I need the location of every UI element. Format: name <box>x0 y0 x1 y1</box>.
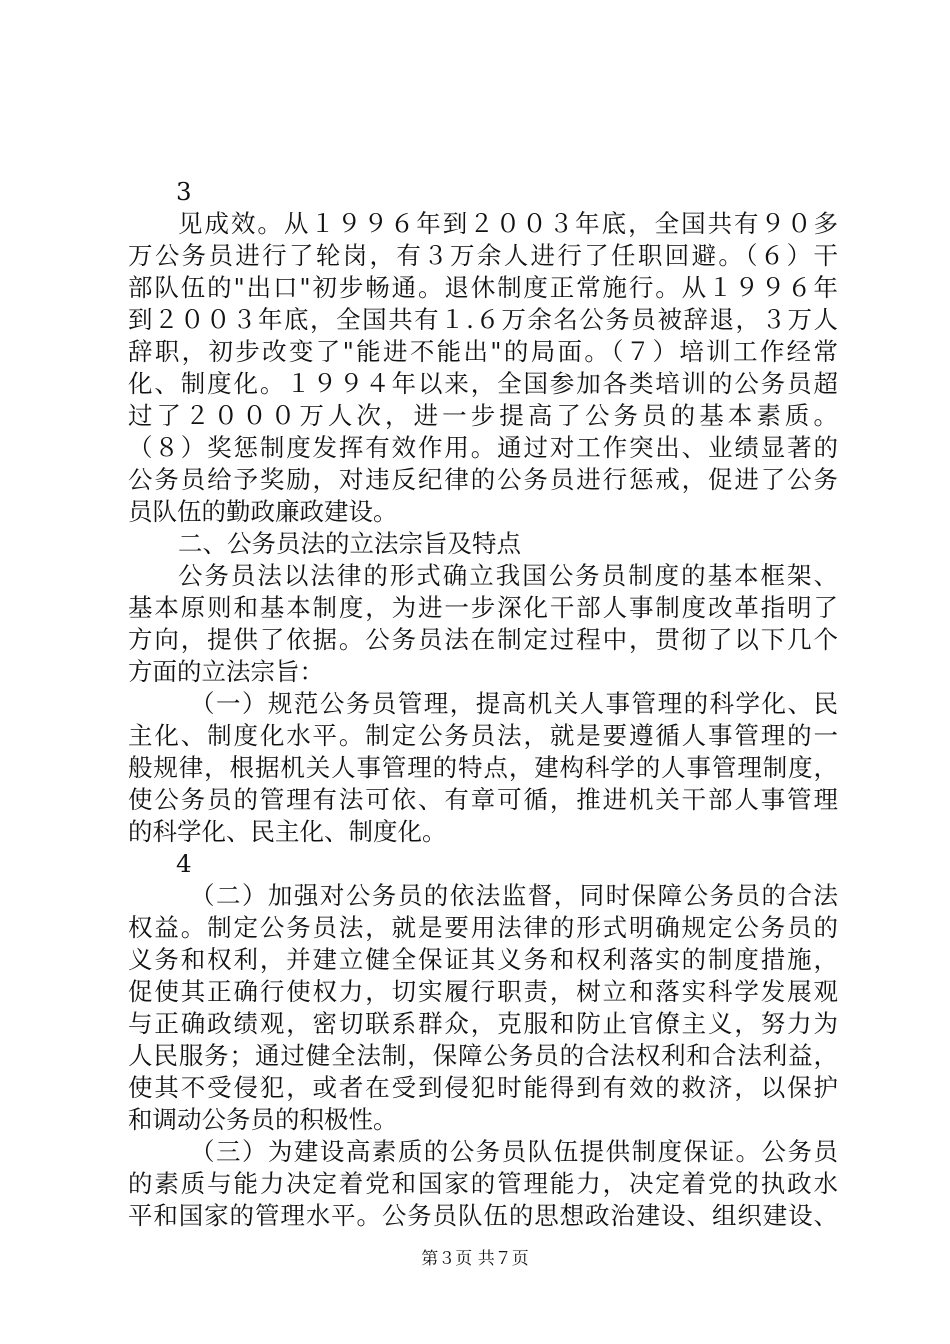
page-number-marker: 3 <box>176 177 192 206</box>
paragraph-line: 部队伍的"出口"初步畅通。退休制度正常施行。从１９９６年 <box>128 273 838 302</box>
paragraph-line: 公务员给予奖励，对违反纪律的公务员进行惩戒，促进了公务 <box>128 465 838 494</box>
paragraph-line: （一）规范公务员管理，提高机关人事管理的科学化、民 <box>190 689 838 718</box>
paragraph-line: 员队伍的勤政廉政建设。 <box>128 497 398 526</box>
paragraph-line: 和调动公务员的积极性。 <box>128 1105 398 1134</box>
document-body <box>128 176 838 1232</box>
paragraph-line: 的科学化、民主化、制度化。 <box>128 817 447 846</box>
paragraph-line: 促使其正确行使权力，切实履行职责，树立和落实科学发展观 <box>128 977 838 1006</box>
paragraph-line: 公务员法以法律的形式确立我国公务员制度的基本框架、 <box>178 561 838 590</box>
paragraph-line: 见成效。从１９９６年到２００３年底，全国共有９０多 <box>178 209 838 238</box>
paragraph-line: 平和国家的管理水平。公务员队伍的思想政治建设、组织建设、 <box>128 1201 838 1230</box>
paragraph-line: 使公务员的管理有法可依、有章可循，推进机关干部人事管理 <box>128 785 838 814</box>
paragraph-line: 义务和权利，并建立健全保证其义务和权利落实的制度措施， <box>128 945 838 974</box>
page-number-marker: 4 <box>176 849 192 878</box>
paragraph-line: （三）为建设高素质的公务员队伍提供制度保证。公务员 <box>190 1137 838 1166</box>
paragraph-line: 辞职，初步改变了"能进不能出"的局面。（７）培训工作经常 <box>128 337 838 366</box>
paragraph-line: 般规律，根据机关人事管理的特点，建构科学的人事管理制度， <box>128 753 838 782</box>
paragraph-line: 使其不受侵犯，或者在受到侵犯时能得到有效的救济，以保护 <box>128 1073 838 1102</box>
paragraph-line: （二）加强对公务员的依法监督，同时保障公务员的合法 <box>190 881 838 910</box>
paragraph-line: 到２００３年底，全国共有１.６万余名公务员被辞退，３万人 <box>128 305 838 334</box>
paragraph-line: 基本原则和基本制度，为进一步深化干部人事制度改革指明了 <box>128 593 838 622</box>
paragraph-line: 权益。制定公务员法，就是要用法律的形式明确规定公务员的 <box>128 913 838 942</box>
paragraph-line: 方向，提供了依据。公务员法在制定过程中，贯彻了以下几个 <box>128 625 838 654</box>
section-heading: 二、公务员法的立法宗旨及特点 <box>178 529 521 558</box>
paragraph-line: 过了２０００万人次，进一步提高了公务员的基本素质。 <box>128 401 838 430</box>
paragraph-line: 主化、制度化水平。制定公务员法，就是要遵循人事管理的一 <box>128 721 838 750</box>
paragraph-line: 万公务员进行了轮岗，有３万余人进行了任职回避。（６）干 <box>128 241 838 270</box>
paragraph-line: 化、制度化。１９９４年以来，全国参加各类培训的公务员超 <box>128 369 838 398</box>
paragraph-line: 方面的立法宗旨： <box>128 657 324 686</box>
paragraph-line: 人民服务；通过健全法制，保障公务员的合法权利和合法利益， <box>128 1041 838 1070</box>
page-footer: 第３页 共７页 <box>421 1249 529 1269</box>
paragraph-line: 的素质与能力决定着党和国家的管理能力，决定着党的执政水 <box>128 1169 838 1198</box>
paragraph-line: （８）奖惩制度发挥有效作用。通过对工作突出、业绩显著的 <box>128 433 838 462</box>
paragraph-line: 与正确政绩观，密切联系群众，克服和防止官僚主义，努力为 <box>128 1009 838 1038</box>
